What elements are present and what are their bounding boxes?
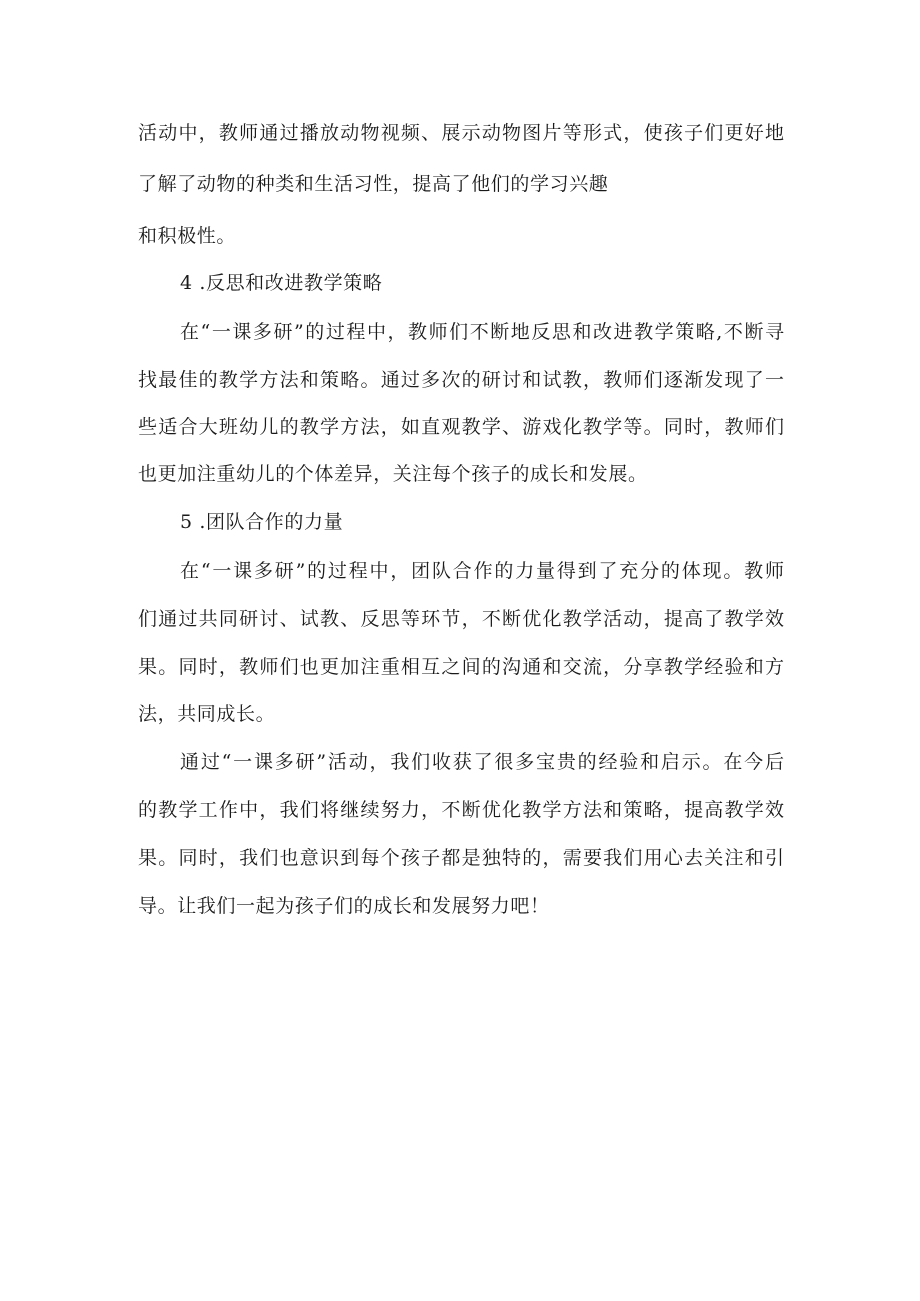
paragraph-teamwork-line-4: 法，共同成长。 [138, 703, 276, 725]
section-heading-5: 5 .团队合作的力量 [180, 511, 344, 533]
paragraph-activity-line-3: 和积极性。 [138, 225, 237, 247]
paragraph-teamwork-line-2: 们通过共同研讨、试教、反思等环节，不断优化教学活动，提高了教学效 [138, 608, 784, 630]
paragraph-conclusion-line-4: 导。让我们一起为孩子们的成长和发展努力吧！ [138, 895, 550, 917]
paragraph-reflection-line-2: 找最佳的教学方法和策略。通过多次的研讨和试教，教师们逐渐发现了一 [138, 369, 784, 391]
paragraph-activity-line-2: 了解了动物的种类和生活习性，提高了他们的学习兴趣 [138, 173, 609, 195]
paragraph-teamwork-line-1: 在“一课多研”的过程中，团队合作的力量得到了充分的体现。教师 [180, 560, 784, 582]
paragraph-conclusion-line-2: 的教学工作中，我们将继续努力，不断优化教学方法和策略，提高教学效 [138, 799, 784, 821]
paragraph-conclusion-line-3: 果。同时，我们也意识到每个孩子都是独特的，需要我们用心去关注和引 [138, 847, 784, 869]
paragraph-reflection-line-4: 也更加注重幼儿的个体差异，关注每个孩子的成长和发展。 [138, 463, 648, 485]
section-heading-4: 4 .反思和改进教学策略 [180, 272, 383, 294]
paragraph-teamwork-line-3: 果。同时，教师们也更加注重相互之间的沟通和交流，分享教学经验和方 [138, 656, 784, 678]
paragraph-activity-line-1: 活动中，教师通过播放动物视频、展示动物图片等形式，使孩子们更好地 [138, 122, 784, 144]
paragraph-conclusion-line-1: 通过“一课多研”活动，我们收获了很多宝贵的经验和启示。在今后 [180, 751, 784, 773]
paragraph-reflection-line-1: 在“一课多研”的过程中，教师们不断地反思和改进教学策略,不断寻 [180, 321, 784, 343]
paragraph-reflection-line-3: 些适合大班幼儿的教学方法，如直观教学、游戏化教学等。同时，教师们 [138, 416, 784, 438]
